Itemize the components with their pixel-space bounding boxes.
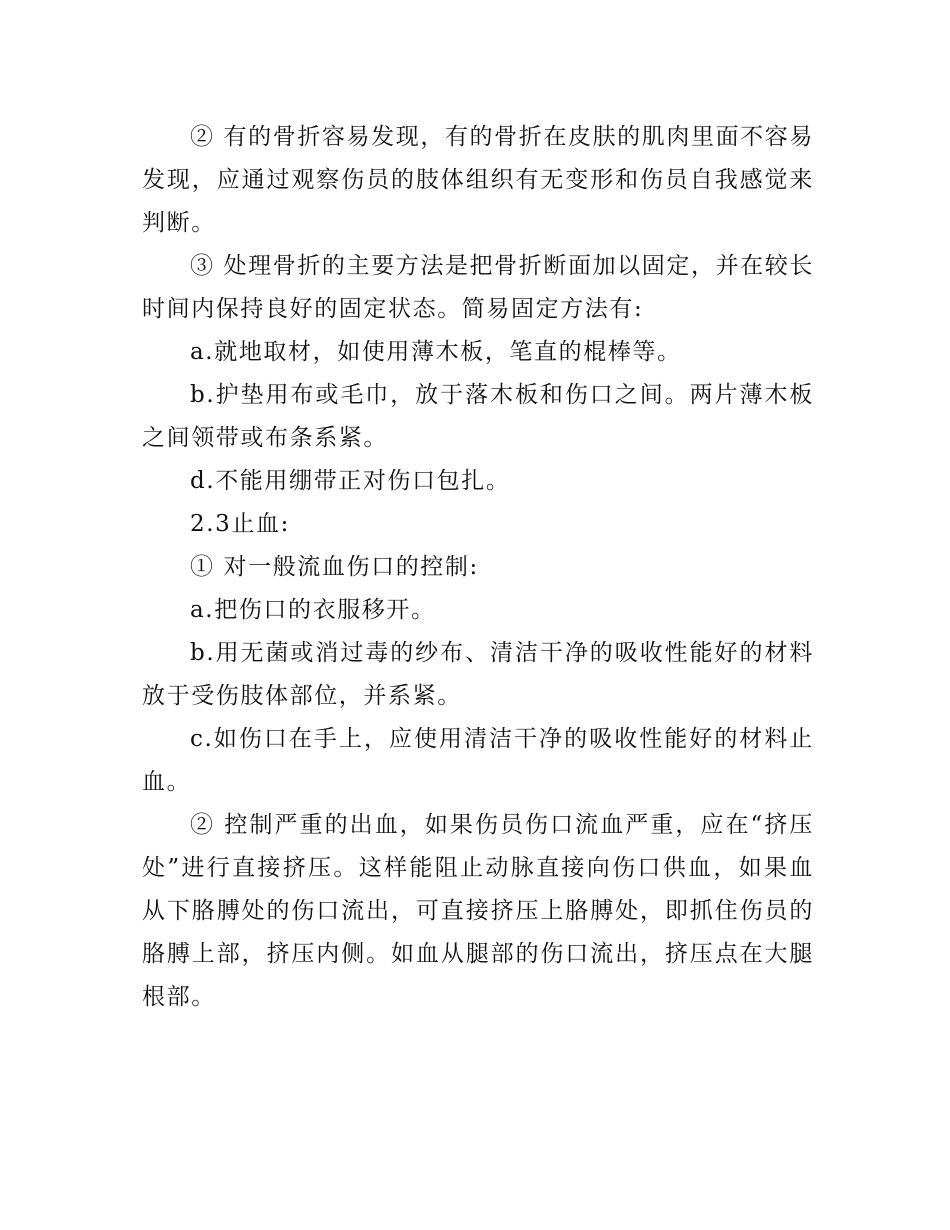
section-heading-hemostasis: 2.3止血:	[190, 511, 290, 537]
paragraph-general-bleeding: ① 对一般流血伤口的控制:	[190, 554, 479, 580]
paragraph-fracture-detection: ② 有的骨折容易发现，有的骨折在皮肤的肌肉里面不容易发现，应通过观察伤员的肢体组织有无变形和伤员自我感觉来判断。	[142, 124, 814, 236]
paragraph-fixation-d: d.不能用绷带正对伤口包扎。	[190, 468, 511, 494]
paragraph-severe-bleeding: ② 控制严重的出血，如果伤员伤口流血严重，应在“挤压处”进行直接挤压。这样能阻止动脉直接向伤口供血，如果血从下胳膊处的伤口流出，可直接挤压上胳膊处，即抓住伤员的胳膊上部，挤压内侧。如血从腿部的伤口流出，挤压点在大腿根部。	[142, 812, 814, 1010]
paragraph-fixation-b: b.护垫用布或毛巾，放于落木板和伤口之间。两片薄木板之间领带或布条系紧。	[142, 382, 814, 451]
paragraph-bleeding-c: c.如伤口在手上，应使用清洁干净的吸收性能好的材料止血。	[142, 726, 814, 795]
paragraph-bleeding-b: b.用无菌或消过毒的纱布、清洁干净的吸收性能好的材料放于受伤肢体部位，并系紧。	[142, 640, 814, 709]
paragraph-bleeding-a: a.把伤口的衣服移开。	[190, 597, 436, 623]
paragraph-fracture-treatment: ③ 处理骨折的主要方法是把骨折断面加以固定，并在较长时间内保持良好的固定状态。简易固定方法有:	[142, 253, 814, 322]
document-body	[142, 116, 814, 1019]
paragraph-fixation-a: a.就地取材，如使用薄木板，笔直的棍棒等。	[190, 339, 682, 365]
